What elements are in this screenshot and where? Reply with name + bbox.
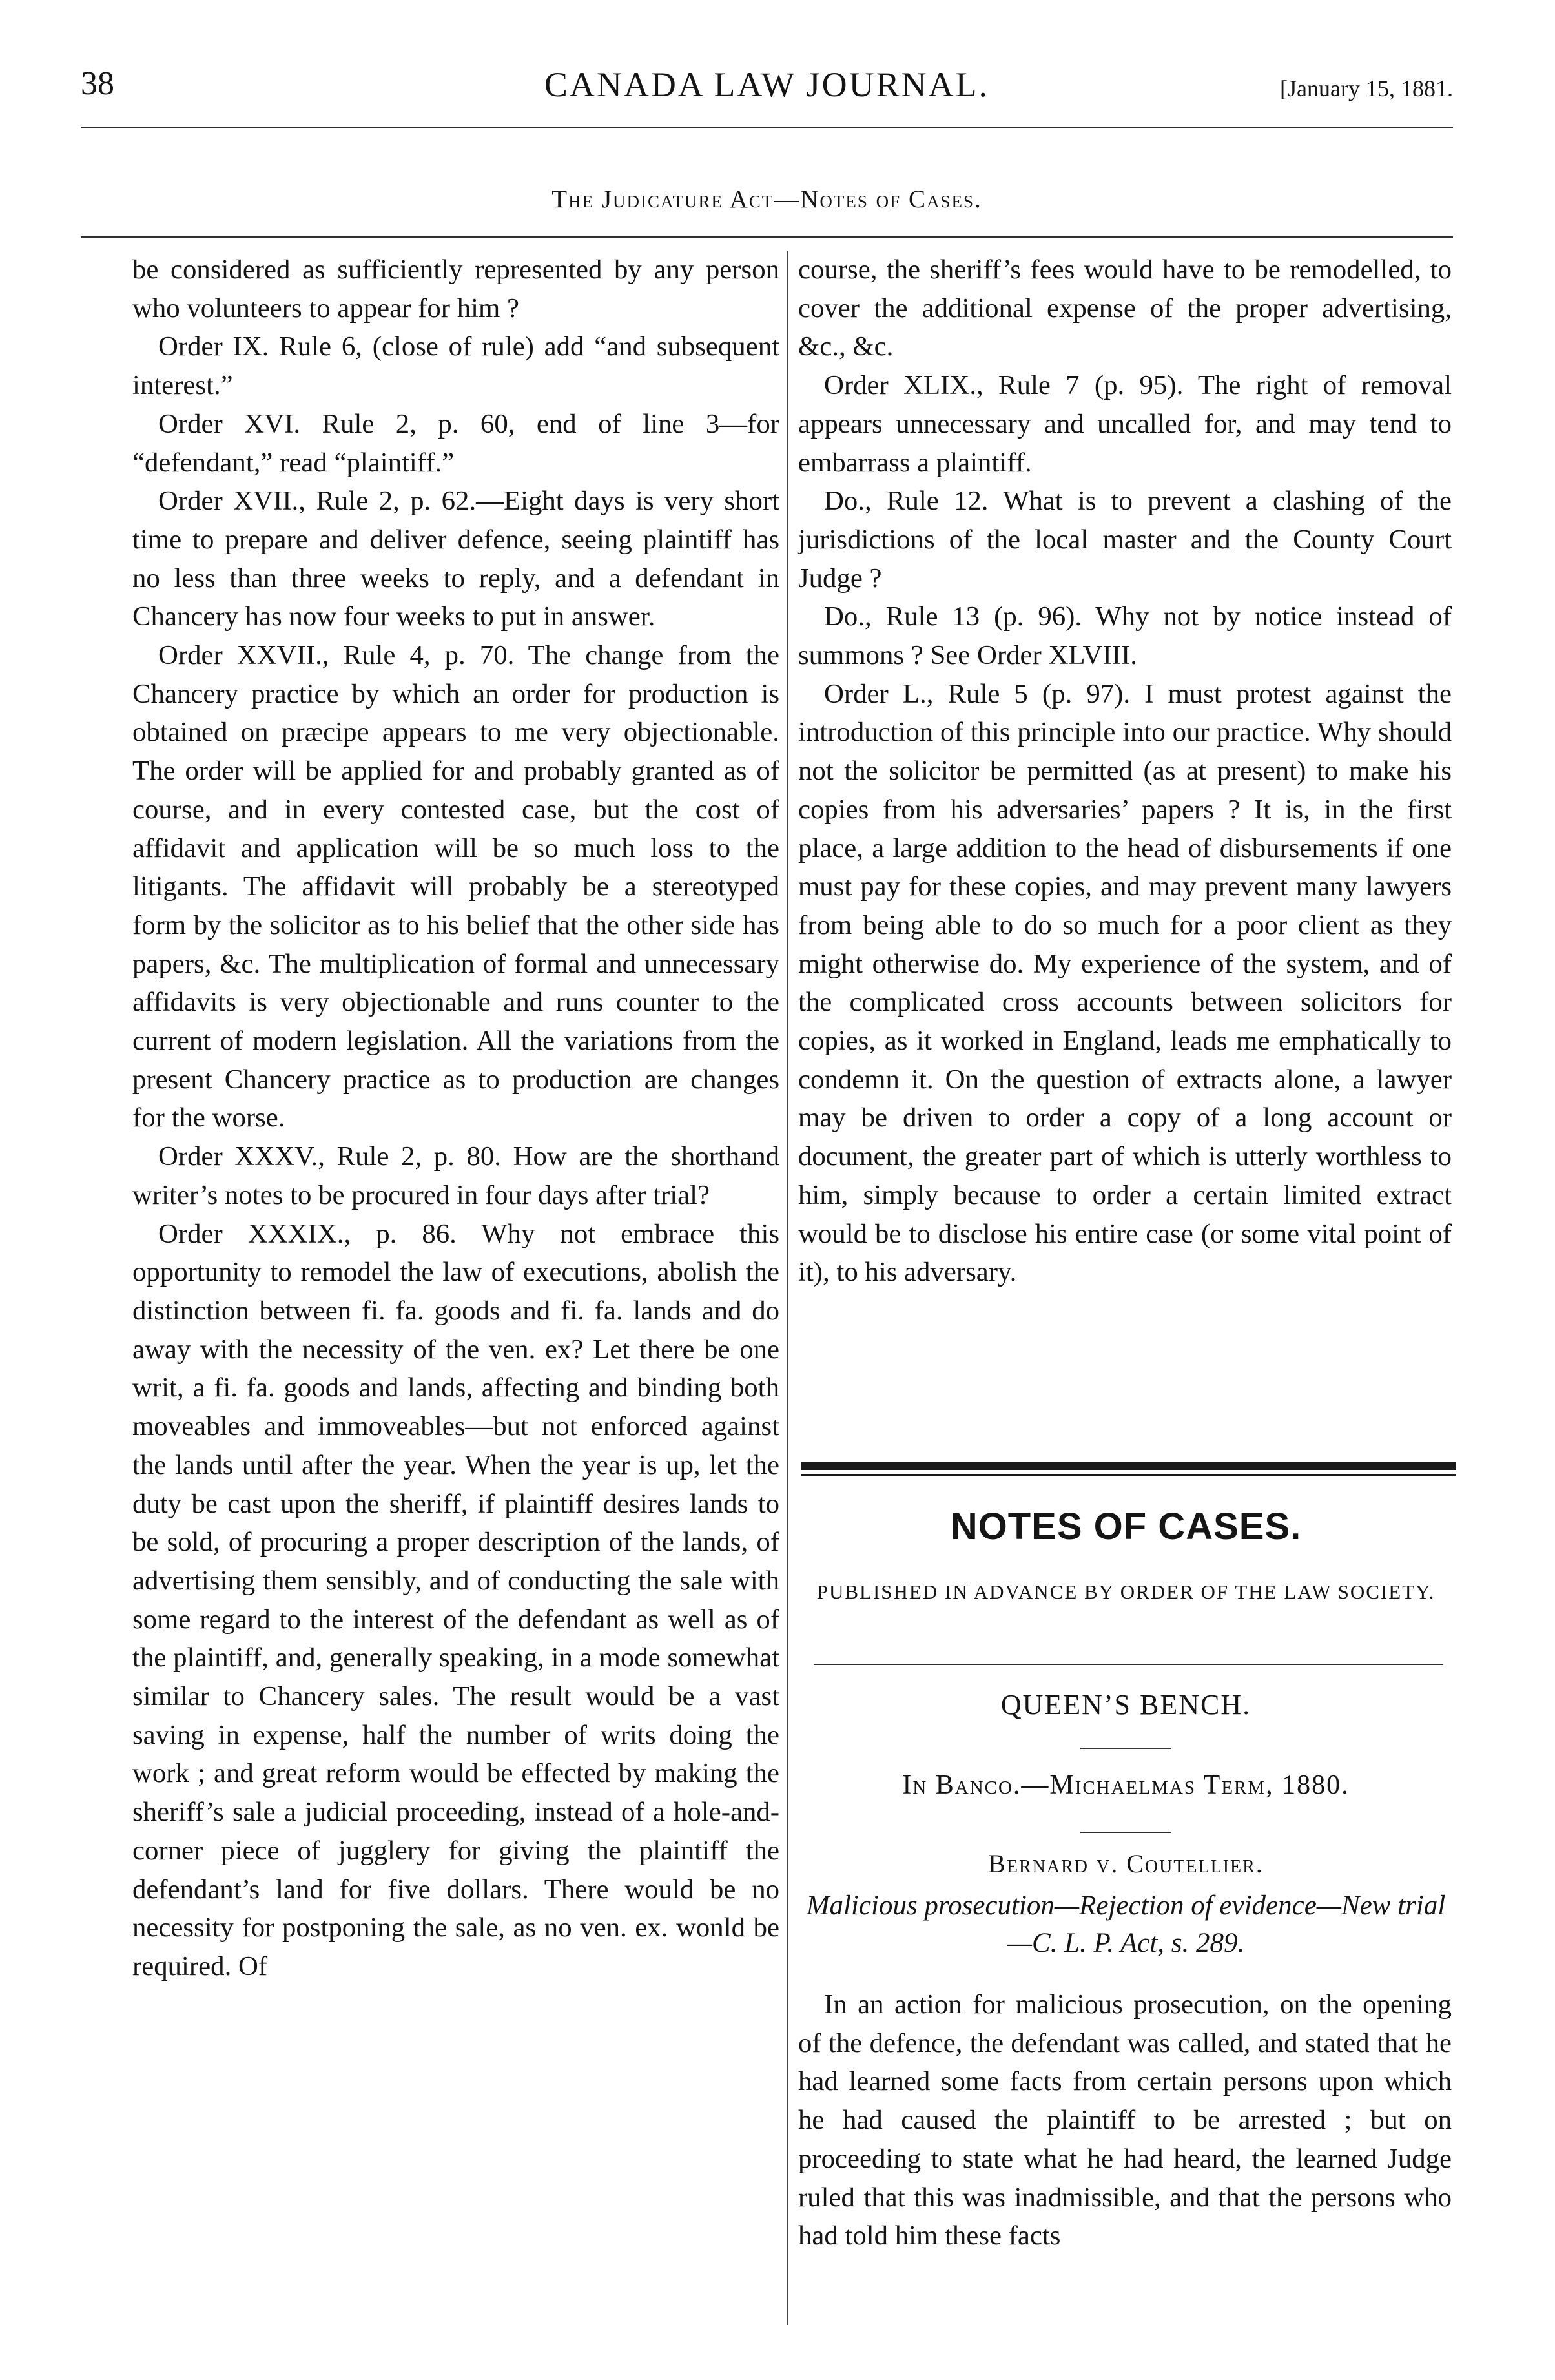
paragraph: be considered as sufficiently represented by any person who volunteers to appear for him ? bbox=[132, 254, 779, 324]
section-rule bbox=[81, 236, 1453, 238]
case-headnote: Malicious prosecution—Rejection of evidence—New trial—C. L. P. Act, s. 289. bbox=[806, 1890, 1446, 1958]
header-rule bbox=[81, 127, 1453, 128]
term-title: In Banco.—Michaelmas Term, 1880. bbox=[902, 1770, 1350, 1800]
short-rule bbox=[1080, 1832, 1171, 1833]
paragraph: Order L., Rule 5 (p. 97). I must protest against the introduction of this principle into our practice. Why should not the solicitor be permitted (as at present) to make his copies from his adversaries’ papers ? It is, in the first place, a large addition to the head of disbursements if one must pay for these copies, and may prevent many lawyers from being able to do so much for a poor client as they might otherwise do. My experience of the system, and of the complicated cross accounts between solicitors for copies, as it worked in England, leads me emphatically to condemn it. On the question of extracts alone, a lawyer may be driven to order a copy of a long account or document, the greater part of which is utterly worthless to him, simply because to order a certain limited extract would be to disclose his entire case (or some vital point of it), to his adversary. bbox=[798, 678, 1452, 1288]
paragraph: Order IX. Rule 6, (close of rule) add “and subsequent interest.” bbox=[132, 331, 779, 401]
notes-of-cases-title: NOTES OF CASES. bbox=[950, 1506, 1302, 1547]
paragraph: Order XLIX., Rule 7 (p. 95). The right of removal appears unnecessary and uncalled for, and may tend to embarrass a plaintiff. bbox=[798, 370, 1452, 478]
notes-of-cases-subtitle: PUBLISHED IN ADVANCE BY ORDER OF THE LAW SOCIETY. bbox=[816, 1580, 1436, 1603]
paragraph: Do., Rule 13 (p. 96). Why not by notice instead of summons ? See Order XLVIII. bbox=[798, 601, 1452, 671]
page-number: 38 bbox=[81, 65, 114, 102]
double-rule-thin bbox=[801, 1474, 1456, 1476]
paragraph: Order XVII., Rule 2, p. 62.—Eight days is very short time to prepare and deliver defence, seeing plaintiff has no less than three weeks to reply, and a defendant in Chancery has now four weeks to put in answer. bbox=[132, 486, 779, 632]
notes-rule bbox=[814, 1664, 1443, 1665]
column-divider bbox=[787, 251, 788, 2325]
case-body bbox=[798, 1985, 1452, 2255]
paragraph: In an action for malicious prosecution, on the opening of the defence, the defendant was called, and stated that he had learned some facts from certain persons upon which he had caused the plaintiff to be arrested ; but on proceeding to state what he had heard, the learned Judge ruled that this was inadmissible, and that the persons who had told him these facts bbox=[798, 1989, 1452, 2251]
paragraph: Order XXXIX., p. 86. Why not embrace this opportunity to remodel the law of executions, abolish the distinction between fi. fa. goods and fi. fa. lands and do away with the necessity of the ven. ex? Let there be one writ, a fi. fa. goods and lands, affecting and binding both moveables and immoveables—but not enforced against the lands until after the year. When the year is up, let the duty be cast upon the sheriff, if plaintiff desires lands to be sold, of procuring a proper description of the lands, of advertising them sensibly, and of conducting the sale with some regard to the interest of the defendant as well as of the plaintiff, and, generally speaking, in a mode somewhat similar to Chancery sales. The result would be a vast saving in expense, half the number of writs doing the work ; and great reform would be effected by making the sheriff’s sale a judicial proceeding, instead of a hole-and-corner piece of jugglery for giving the plaintiff the defendant’s land for five dollars. There would be no necessity for postponing the sale, as no ven. ex. wonld be required. Of bbox=[132, 1218, 779, 1982]
case-name: Bernard v. Coutellier. bbox=[988, 1849, 1264, 1878]
issue-date: [January 15, 1881. bbox=[1280, 76, 1453, 101]
double-rule-thick bbox=[801, 1462, 1456, 1470]
journal-title: CANADA LAW JOURNAL. bbox=[544, 65, 990, 104]
left-column bbox=[132, 251, 779, 1986]
running-header bbox=[81, 65, 1453, 136]
paragraph: Order XVI. Rule 2, p. 60, end of line 3—for “defendant,” read “plaintiff.” bbox=[132, 408, 779, 478]
paragraph: Do., Rule 12. What is to prevent a clashing of the jurisdictions of the local master and the County Court Judge ? bbox=[798, 486, 1452, 594]
court-title: QUEEN’S BENCH. bbox=[1000, 1689, 1251, 1721]
paragraph: Order XXXV., Rule 2, p. 80. How are the shorthand writer’s notes to be procured in four days after trial? bbox=[132, 1141, 779, 1210]
double-rule bbox=[801, 1462, 1456, 1479]
paragraph: Order XXVII., Rule 4, p. 70. The change from the Chancery practice by which an order for production is obtained on præcipe appears to me very objectionable. The order will be applied for and probably granted as of course, and in every contested case, but the cost of affidavit and application will be so much loss to the litigants. The affidavit will probably be a stereotyped form by the solicitor as to his belief that the other side has papers, &c. The multiplication of formal and unnecessary affidavits is very objectionable and runs counter to the current of modern legislation. All the variations from the present Chancery practice as to production are changes for the worse. bbox=[132, 640, 779, 1133]
right-column bbox=[798, 251, 1452, 1292]
short-rule bbox=[1080, 1748, 1171, 1749]
paragraph: course, the sheriff’s fees would have to be remodelled, to cover the additional expense of the proper advertising, &c., &c. bbox=[798, 254, 1452, 362]
section-title: The Judicature Act—Notes of Cases. bbox=[551, 185, 982, 213]
